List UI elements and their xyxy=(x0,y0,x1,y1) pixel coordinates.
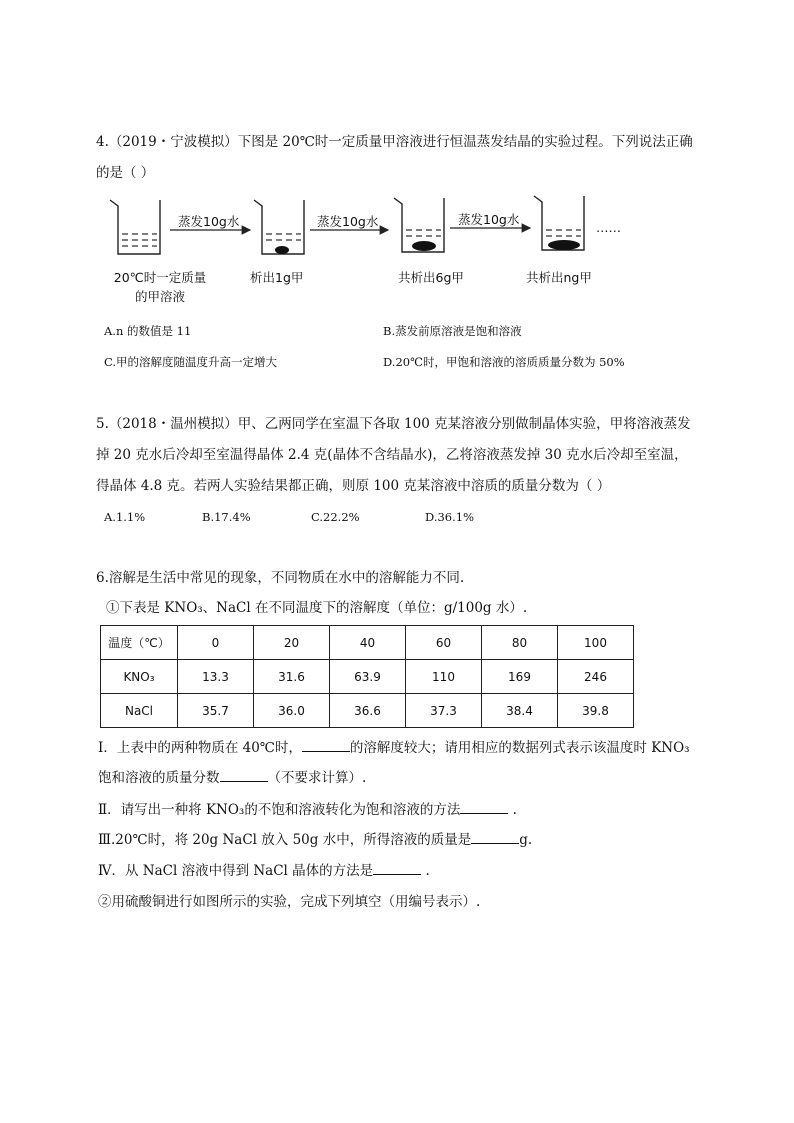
table-cell: KNO₃ xyxy=(101,660,178,694)
table-cell: 13.3 xyxy=(178,660,254,694)
ellipsis: …… xyxy=(596,220,621,235)
q5-stem-line2: 掉 20 克水后冷却至室温得晶体 2.4 克(晶体不含结晶水)，乙将溶液蒸发掉 30 克水后冷却至室温， xyxy=(96,447,688,463)
answer-blank[interactable] xyxy=(460,799,508,814)
table-header-cell: 温度（℃） xyxy=(101,626,178,660)
table-header-cell: 0 xyxy=(178,626,254,660)
arrow-label-2: 蒸发10g水 xyxy=(317,214,379,229)
table-cell: 110 xyxy=(406,660,482,694)
table-cell: 37.3 xyxy=(406,694,482,728)
table-cell: NaCl xyxy=(101,694,178,728)
q6-part-i-text-c: 饱和溶液的质量分数 xyxy=(98,770,220,786)
q6-part-iv-text-b: . xyxy=(421,863,430,879)
table-cell: 169 xyxy=(482,660,558,694)
q6-part-iii-text-a: Ⅲ.20℃时，将 20g NaCl 放入 50g 水中，所得溶液的质量是 xyxy=(98,832,472,848)
beaker-2 xyxy=(254,200,304,254)
beaker-3 xyxy=(394,198,444,252)
table-header-cell: 80 xyxy=(482,626,558,660)
table-cell: 63.9 xyxy=(330,660,406,694)
answer-blank[interactable] xyxy=(220,767,268,782)
q4-option-c: C.甲的溶解度随温度升高一定增大 xyxy=(104,355,278,369)
table-cell: 36.6 xyxy=(330,694,406,728)
arrow-label-3: 蒸发10g水 xyxy=(458,212,520,227)
beaker-4-label: 共析出ng甲 xyxy=(526,270,592,285)
q6-part-i-text-a: Ⅰ．上表中的两种物质在 40℃时， xyxy=(98,740,302,756)
solubility-table xyxy=(100,625,634,728)
q5-option-a: A.1.1% xyxy=(104,510,146,524)
q4-stem-line2: 的是（ ） xyxy=(96,165,155,181)
q6-part-ii-text-b: . xyxy=(508,802,517,818)
table-header-cell: 20 xyxy=(254,626,330,660)
q5-stem-line1: 5.（2018・温州模拟）甲、乙两同学在室温下各取 100 克某溶液分别做制晶体实验，甲将溶液蒸发 xyxy=(96,416,691,432)
q6-part-i-line2 xyxy=(98,764,366,792)
table-cell: 38.4 xyxy=(482,694,558,728)
q4-stem-line1: 4.（2019・宁波模拟）下图是 20℃时一定质量甲溶液进行恒温蒸发结晶的实验过程。下列说法正确 xyxy=(96,134,693,150)
table-header-cell: 100 xyxy=(558,626,634,660)
beaker-4 xyxy=(534,196,584,250)
q5-option-c: C.22.2% xyxy=(311,510,360,524)
table-header-row xyxy=(101,626,634,660)
q4-option-d: D.20℃时，甲饱和溶液的溶质质量分数为 50% xyxy=(383,355,625,369)
table-cell: 36.0 xyxy=(254,694,330,728)
q6-part-ii-text-a: Ⅱ．请写出一种将 KNO₃的不饱和溶液转化为饱和溶液的方法 xyxy=(98,802,461,818)
q6-part-iii-text-b: g. xyxy=(519,832,533,848)
arrow-label-1: 蒸发10g水 xyxy=(178,214,240,229)
answer-blank[interactable] xyxy=(471,829,519,844)
q6-part-i-text-b: 的溶解度较大；请用相应的数据列式表示该温度时 KNO₃ xyxy=(349,740,690,756)
table-cell: 39.8 xyxy=(558,694,634,728)
table-row xyxy=(101,694,634,728)
q4-option-a: A.n 的数值是 11 xyxy=(104,324,192,338)
q6-part-iv xyxy=(98,857,430,885)
q5-option-d: D.36.1% xyxy=(425,510,474,524)
q6-part-iv-text-a: Ⅳ．从 NaCl 溶液中得到 NaCl 晶体的方法是 xyxy=(98,863,374,879)
q6-part-i-text-d: （不要求计算）. xyxy=(267,770,367,786)
beaker-1-label-line1: 20℃时一定质量 xyxy=(113,270,207,285)
table-row xyxy=(101,660,634,694)
beaker-2-label: 析出1g甲 xyxy=(250,270,304,285)
beaker-1 xyxy=(110,200,160,254)
q5-option-b: B.17.4% xyxy=(202,510,251,524)
table-cell: 35.7 xyxy=(178,694,254,728)
beaker-1-label-line2: 的甲溶液 xyxy=(134,289,185,304)
answer-blank[interactable] xyxy=(373,860,421,875)
beaker-3-label: 共析出6g甲 xyxy=(398,270,464,285)
q4-option-b: B.蒸发前原溶液是饱和溶液 xyxy=(383,324,522,338)
table-header-cell: 40 xyxy=(330,626,406,660)
q6-sub2: ②用硫酸铜进行如图所示的实验，完成下列填空（用编号表示）. xyxy=(98,894,481,910)
q6-part-i-line1 xyxy=(98,734,690,762)
q6-part-iii xyxy=(98,826,532,854)
q6-sub1: ①下表是 KNO₃、NaCl 在不同温度下的溶解度（单位：g/100g 水）. xyxy=(106,600,528,616)
answer-blank[interactable] xyxy=(302,737,350,752)
q6-part-ii xyxy=(98,796,517,824)
table-cell: 246 xyxy=(558,660,634,694)
q5-stem-line3: 得晶体 4.8 克。若两人实验结果都正确，则原 100 克某溶液中溶质的质量分数为（ ） xyxy=(96,478,611,494)
table-header-cell: 60 xyxy=(406,626,482,660)
table-cell: 31.6 xyxy=(254,660,330,694)
q6-intro: 6.溶解是生活中常见的现象，不同物质在水中的溶解能力不同. xyxy=(96,570,465,586)
